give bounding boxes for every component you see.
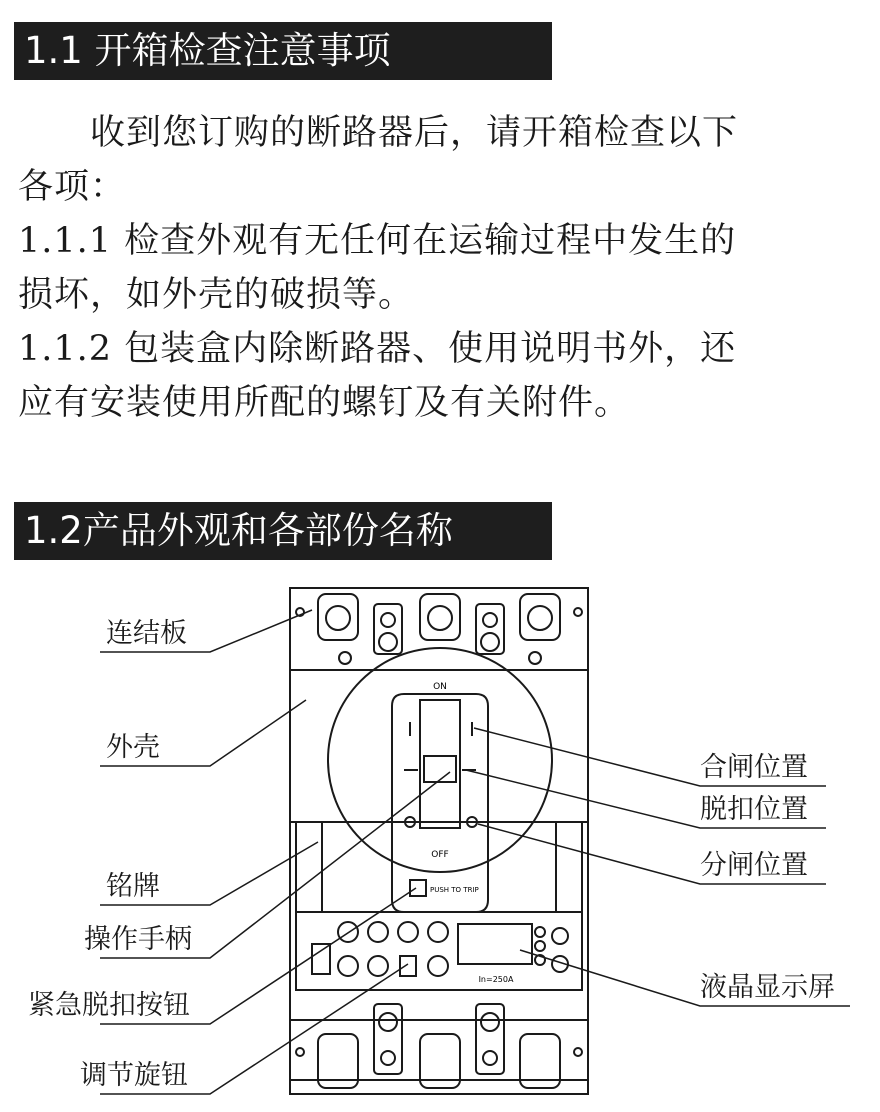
section-2-title: 1.2产品外观和各部份名称 xyxy=(14,502,552,560)
operating-handle xyxy=(420,700,460,828)
paragraph-line: 1.1.2 包装盒内除断路器、使用说明书外，还 xyxy=(18,329,737,369)
paragraph-line: 损坏，如外壳的破损等。 xyxy=(18,275,415,315)
label-nameplate: 铭牌 xyxy=(106,871,160,902)
lcd-screen xyxy=(458,924,532,964)
housing-outline xyxy=(290,670,588,1080)
adjustment-knobs xyxy=(312,922,448,976)
rating-text: In=250A xyxy=(478,975,514,984)
paragraph-line: 1.1.1 检查外观有无任何在运输过程中发生的 xyxy=(18,221,737,261)
top-terminals xyxy=(296,594,582,664)
push-to-trip-button xyxy=(410,880,426,896)
label-open-position: 分闸位置 xyxy=(700,850,808,881)
label-tripped-position: 脱扣位置 xyxy=(700,794,808,825)
bottom-terminal-plate xyxy=(290,1020,588,1094)
handle-on-text: ON xyxy=(433,682,447,692)
push-to-trip-text: PUSH TO TRIP xyxy=(430,886,479,894)
nameplate-frame xyxy=(296,822,322,912)
label-emergency-trip-button: 紧急脱扣按钮 xyxy=(28,990,190,1021)
handle-off-text: OFF xyxy=(431,850,449,860)
label-housing: 外壳 xyxy=(106,732,160,763)
section-1-title: 1.1 开箱检查注意事项 xyxy=(14,22,552,80)
label-adjustment-knob: 调节旋钮 xyxy=(80,1060,188,1091)
paragraph-line: 应有安装使用所配的螺钉及有关附件。 xyxy=(18,383,631,423)
paragraph-line: 各项： xyxy=(18,167,127,207)
bottom-terminals xyxy=(296,1004,582,1088)
label-closed-position: 合闸位置 xyxy=(700,752,808,783)
paragraph-line: 收到您订购的断路器后，请开箱检查以下 xyxy=(18,113,739,153)
label-connection-plate: 连结板 xyxy=(106,618,187,649)
handle-housing xyxy=(392,694,488,912)
label-lcd-display: 液晶显示屏 xyxy=(700,972,835,1003)
label-operating-handle: 操作手柄 xyxy=(84,924,192,955)
